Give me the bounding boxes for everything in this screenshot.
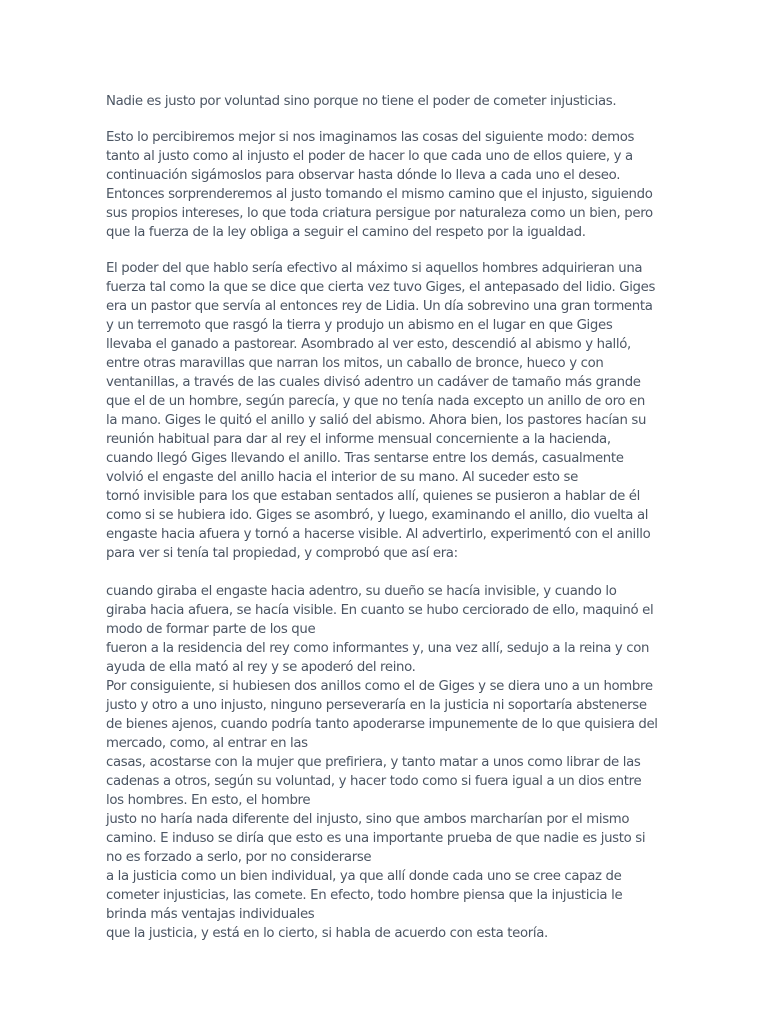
text-line: ventanillas, a través de las cuales divisó adentro un cadáver de tamaño más grande	[106, 375, 641, 390]
text-line: engaste hacia afuera y tornó a hacerse visible. Al advertirlo, experimentó con el anillo	[106, 527, 651, 542]
text-line: volvió el engaste del anillo hacia el interior de su mano. Al suceder esto se	[106, 470, 578, 485]
text-line: que la justicia, y está en lo cierto, si habla de acuerdo con esta teoría.	[106, 926, 548, 941]
text-line: Entonces sorprenderemos al justo tomando el mismo camino que el injusto, siguiendo	[106, 187, 653, 202]
text-line: era un pastor que servía al entonces rey de Lidia. Un día sobrevino una gran tormenta	[106, 299, 653, 314]
text-line: reunión habitual para dar al rey el informe mensual concerniente a la hacienda,	[106, 432, 611, 447]
text-line: modo de formar parte de los que	[106, 622, 316, 637]
text-line: que el de un hombre, según parecía, y que no tenía nada excepto un anillo de oro en	[106, 394, 645, 409]
text-line: cometer injusticias, las comete. En efecto, todo hombre piensa que la injusticia le	[106, 888, 623, 903]
text-line: camino. E induso se diría que esto es una importante prueba de que nadie es justo si	[106, 831, 646, 846]
text-line: no es forzado a serlo, por no considerarse	[106, 850, 372, 865]
paragraph-3	[106, 259, 746, 563]
text-line: a la justicia como un bien individual, ya que allí donde cada uno se cree capaz de	[106, 869, 622, 884]
text-line: los hombres. En esto, el hombre	[106, 793, 311, 808]
text-line: para ver si tenía tal propiedad, y comprobó que así era:	[106, 546, 458, 561]
document-page	[106, 92, 746, 943]
text-line: cuando llegó Giges llevando el anillo. Tras sentarse entre los demás, casualmente	[106, 451, 624, 466]
text-line: justo y otro a uno injusto, ninguno perseveraría en la justicia ni soportaría abstenerse	[106, 698, 647, 713]
text-line: Esto lo percibiremos mejor si nos imaginamos las cosas del siguiente modo: demos	[106, 130, 635, 145]
text-line: cuando giraba el engaste hacia adentro, su dueño se hacía invisible, y cuando lo	[106, 584, 617, 599]
text-line: mercado, como, al entrar en las	[106, 736, 308, 751]
text-line: fueron a la residencia del rey como informantes y, una vez allí, sedujo a la reina y con	[106, 641, 650, 656]
text-line: entre otras maravillas que narran los mitos, un caballo de bronce, hueco y con	[106, 356, 604, 371]
paragraph-4	[106, 582, 746, 943]
text-line: Nadie es justo por voluntad sino porque no tiene el poder de cometer injusticias.	[106, 94, 617, 109]
text-line: brinda más ventajas individuales	[106, 907, 315, 922]
text-line: giraba hacia afuera, se hacía visible. En cuanto se hubo cerciorado de ello, maquinó el	[106, 603, 654, 618]
text-line: llevaba el ganado a pastorear. Asombrado al ver esto, descendió al abismo y halló,	[106, 337, 631, 352]
text-line: la mano. Giges le quitó el anillo y salió del abismo. Ahora bien, los pastores hacían su	[106, 413, 647, 428]
text-line: y un terremoto que rasgó la tierra y produjo un abismo en el lugar en que Giges	[106, 318, 613, 333]
text-line: fuerza tal como la que se dice que cierta vez tuvo Giges, el antepasado del lidio. Giges	[106, 280, 656, 295]
text-line: que la fuerza de la ley obliga a seguir el camino del respeto por la igualdad.	[106, 225, 586, 240]
paragraph-1	[106, 92, 746, 111]
text-line: sus propios intereses, lo que toda criatura persigue por naturaleza como un bien, pero	[106, 206, 653, 221]
text-line: de bienes ajenos, cuando podría tanto apoderarse impunemente de lo que quisiera del	[106, 717, 658, 732]
text-line: casas, acostarse con la mujer que prefiriera, y tanto matar a unos como librar de las	[106, 755, 641, 770]
text-line: El poder del que hablo sería efectivo al máximo si aquellos hombres adquirieran una	[106, 261, 643, 276]
text-line: tanto al justo como al injusto el poder de hacer lo que cada uno de ellos quiere, y a	[106, 149, 633, 164]
text-line: cadenas a otros, según su voluntad, y hacer todo como si fuera igual a un dios entre	[106, 774, 642, 789]
text-line: tornó invisible para los que estaban sentados allí, quienes se pusieron a hablar de él	[106, 489, 640, 504]
text-line: continuación sigámoslos para observar hasta dónde lo lleva a cada uno el deseo.	[106, 168, 621, 183]
text-line: ayuda de ella mató al rey y se apoderó del reino.	[106, 660, 416, 675]
paragraph-2	[106, 128, 746, 242]
text-line: justo no haría nada diferente del injusto, sino que ambos marcharían por el mismo	[106, 812, 630, 827]
text-line: como si se hubiera ido. Giges se asombró, y luego, examinando el anillo, dio vuelta al	[106, 508, 649, 523]
text-line: Por consiguiente, si hubiesen dos anillos como el de Giges y se diera uno a un hombre	[106, 679, 653, 694]
